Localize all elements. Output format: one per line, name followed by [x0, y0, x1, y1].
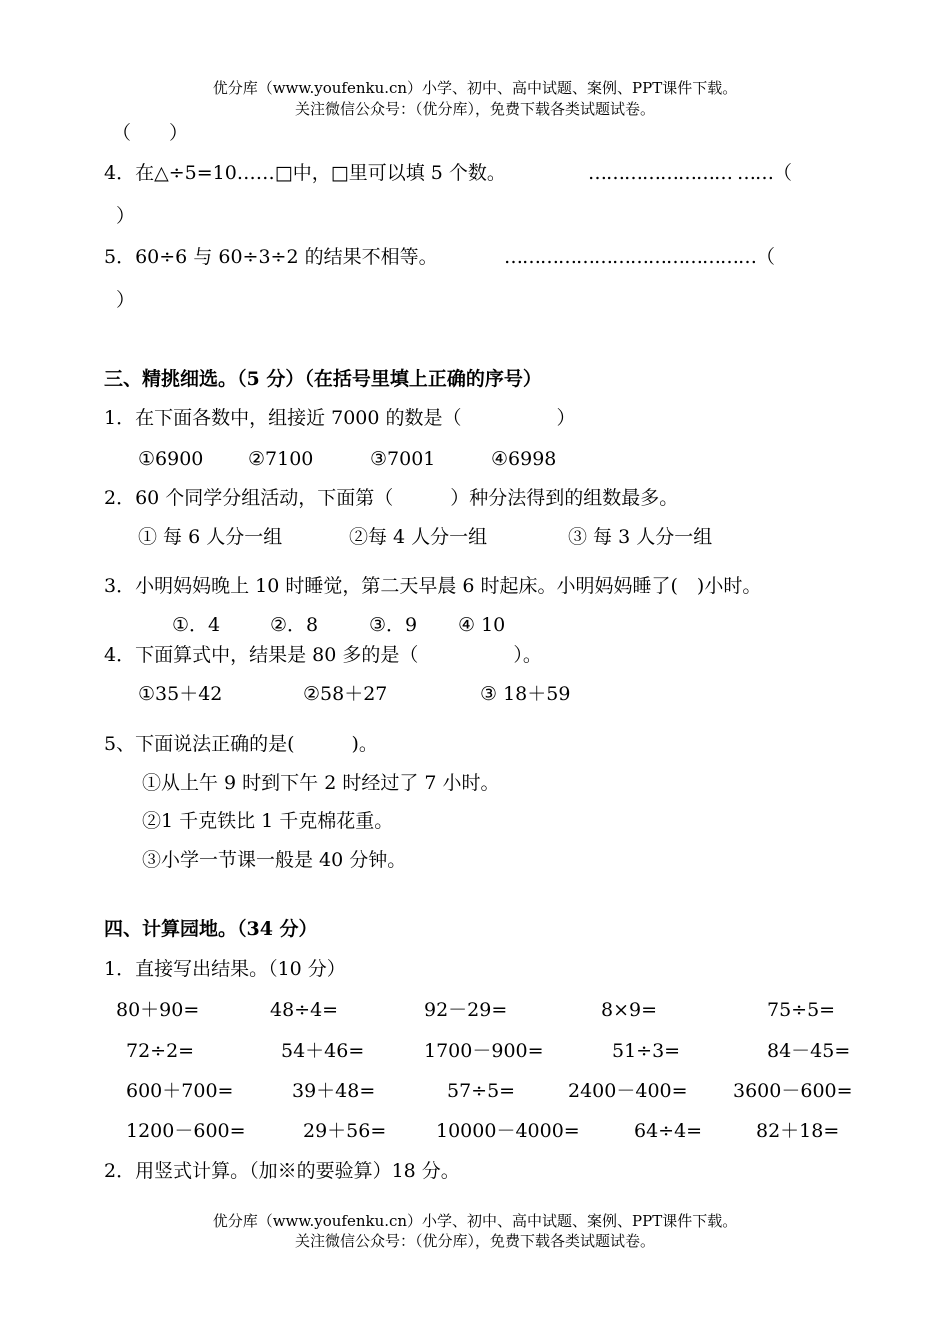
- calc-item: 57÷5=: [447, 1080, 516, 1102]
- page-footer-line-2: 关注微信公众号：（优分库），免费下载各类试题试卷。: [294, 1232, 655, 1250]
- calc-item: 82＋18=: [756, 1120, 840, 1142]
- choice-4-option-2: ②58＋27: [303, 683, 388, 705]
- choice-question-3: 3．小明妈妈晚上 10 时睡觉，第二天早晨 6 时起床。小明妈妈睡了( )小时。: [104, 575, 762, 597]
- choice-question-1: 1．在下面各数中，组接近 7000 的数是（ ）: [104, 407, 576, 429]
- judge-question-4-bracket-close: ）: [116, 205, 136, 227]
- calc-item: 80＋90=: [116, 999, 200, 1021]
- choice-3-option-2: ②．8: [270, 614, 319, 636]
- calc-subsection-1: 1．直接写出结果。（10 分）: [104, 958, 346, 980]
- page-header-line-1: 优分库（www.youfenku.cn）小学、初中、高中试题、案例、PPT课件下载。: [212, 79, 738, 97]
- page-header-line-2: 关注微信公众号：（优分库），免费下载各类试题试卷。: [294, 100, 655, 118]
- choice-question-5: 5、下面说法正确的是( )。: [104, 733, 378, 755]
- choice-3-option-4: ④ 10: [458, 614, 506, 636]
- choice-4-option-3: ③ 18＋59: [480, 683, 571, 705]
- choice-1-option-1: ①6900: [138, 448, 204, 470]
- calc-item: 2400－400=: [568, 1080, 688, 1102]
- judge-question-4: 4．在△÷5=10……□中，□里可以填 5 个数。: [104, 162, 506, 184]
- choice-2-option-1: ① 每 6 人分一组: [138, 526, 283, 548]
- calc-item: 51÷3=: [612, 1040, 681, 1062]
- choice-5-option-2: ②1 千克铁比 1 千克棉花重。: [142, 810, 394, 832]
- page-footer-line-1: 优分库（www.youfenku.cn）小学、初中、高中试题、案例、PPT课件下载。: [212, 1212, 738, 1230]
- choice-1-option-3: ③7001: [370, 448, 436, 470]
- judge-question-5-dots: ……………………………………（: [504, 246, 775, 268]
- judge-question-5-bracket-close: ）: [116, 289, 136, 311]
- calc-item: 48÷4=: [270, 999, 339, 1021]
- calc-item: 8×9=: [601, 999, 658, 1021]
- choice-1-option-4: ④6998: [491, 448, 557, 470]
- choice-3-option-1: ①．4: [172, 614, 221, 636]
- calc-item: 29＋56=: [303, 1120, 387, 1142]
- choice-2-option-3: ③ 每 3 人分一组: [568, 526, 713, 548]
- calc-item: 92－29=: [424, 999, 508, 1021]
- choice-question-2: 2．60 个同学分组活动，下面第（ ）种分法得到的组数最多。: [104, 487, 679, 509]
- calc-subsection-2: 2．用竖式计算。（加※的要验算）18 分。: [104, 1160, 460, 1182]
- judge-question-5: 5．60÷6 与 60÷3÷2 的结果不相等。: [104, 246, 438, 268]
- choice-5-option-1: ①从上午 9 时到下午 2 时经过了 7 小时。: [142, 772, 500, 794]
- calc-item: 75÷5=: [767, 999, 836, 1021]
- calc-item: 600＋700=: [126, 1080, 234, 1102]
- calc-item: 84－45=: [767, 1040, 851, 1062]
- choice-4-option-1: ①35＋42: [138, 683, 223, 705]
- calc-item: 64÷4=: [634, 1120, 703, 1142]
- section-4-title: 四、计算园地。（34 分）: [104, 918, 318, 940]
- judge-question-4-dots: …………………… ……（: [588, 162, 792, 184]
- calc-item: 72÷2=: [126, 1040, 195, 1062]
- choice-2-option-2: ②每 4 人分一组: [349, 526, 488, 548]
- choice-5-option-3: ③小学一节课一般是 40 分钟。: [142, 849, 407, 871]
- calc-item: 54＋46=: [281, 1040, 365, 1062]
- calc-item: 10000－4000=: [436, 1120, 580, 1142]
- section-3-title: 三、精挑细选。（5 分）（在括号里填上正确的序号）: [104, 368, 542, 390]
- choice-3-option-3: ③．9: [369, 614, 418, 636]
- previous-answer-bracket: （ ）: [112, 122, 189, 144]
- choice-question-4: 4．下面算式中，结果是 80 多的是（ ）。: [104, 644, 542, 666]
- calc-item: 39＋48=: [292, 1080, 376, 1102]
- calc-item: 1200－600=: [126, 1120, 246, 1142]
- calc-item: 3600－600=: [733, 1080, 853, 1102]
- calc-item: 1700－900=: [424, 1040, 544, 1062]
- choice-1-option-2: ②7100: [248, 448, 314, 470]
